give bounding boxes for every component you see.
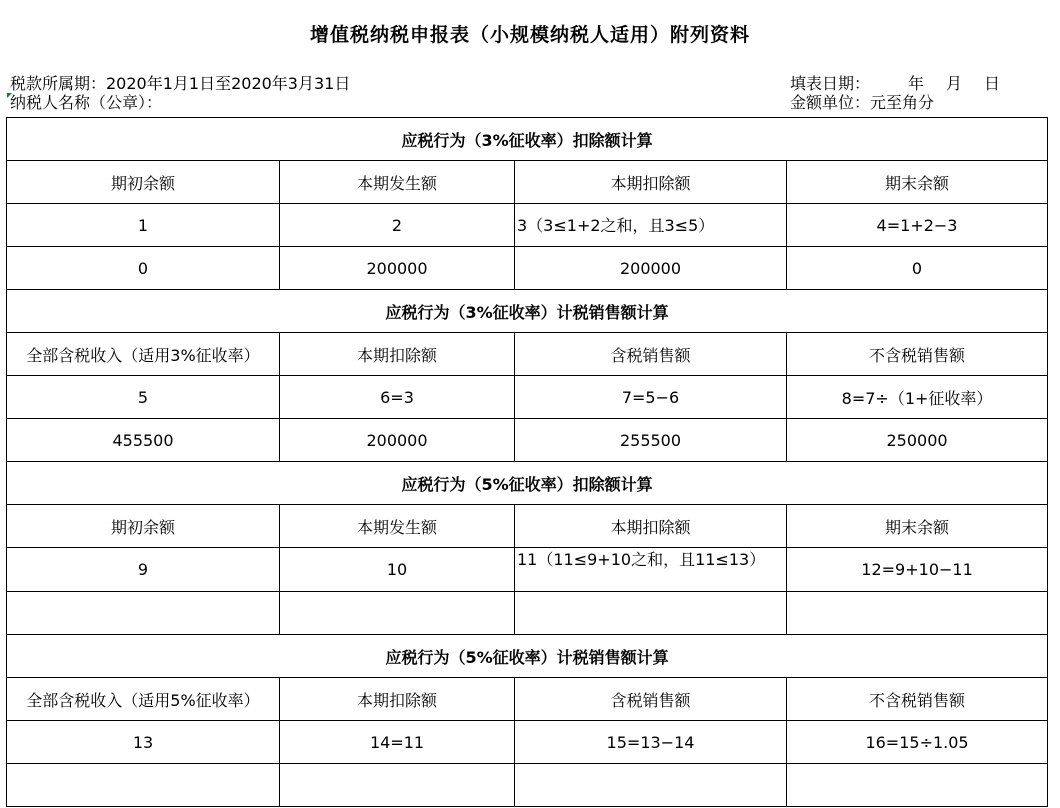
index-cell[interactable]: 8=7÷（1+征收率） [787,376,1048,419]
column-header: 期初余额 [7,161,280,204]
cell-comment-marker [7,93,12,98]
index-cell[interactable]: 11（11≤9+10之和，且11≤13） [515,548,787,592]
value-cell[interactable] [515,764,787,807]
value-cell[interactable] [280,592,515,635]
value-cell[interactable]: 200000 [280,419,515,462]
column-header: 期末余额 [787,161,1048,204]
column-header: 本期扣除额 [515,161,787,204]
fill-date-month: 月 [946,74,963,93]
fill-date-year: 年 [908,74,925,93]
column-header: 不含税销售额 [787,333,1048,376]
index-row [7,204,1048,247]
column-header: 本期发生额 [280,505,515,548]
fill-date-label: 填表日期： [790,74,871,93]
fill-date-line [790,74,1000,93]
value-cell[interactable]: 0 [787,247,1048,290]
value-cell[interactable]: 0 [7,247,280,290]
value-cell[interactable] [280,764,515,807]
column-header-row [7,505,1048,548]
index-cell[interactable]: 3（3≤1+2之和，且3≤5） [515,204,787,247]
deduction-table [6,117,1048,807]
index-cell[interactable]: 16=15÷1.05 [787,721,1048,764]
index-cell[interactable]: 9 [7,548,280,592]
value-cell[interactable]: 255500 [515,419,787,462]
index-cell[interactable]: 13 [7,721,280,764]
taxpayer-name-label: 纳税人名称（公章）： [10,93,163,112]
value-row [7,247,1048,290]
column-header: 本期扣除额 [280,678,515,721]
column-header: 本期扣除额 [515,505,787,548]
index-cell[interactable]: 6=3 [280,376,515,419]
index-cell[interactable]: 7=5−6 [515,376,787,419]
column-header: 本期扣除额 [280,333,515,376]
tax-period-label: 税款所属期：2020年1月1日至2020年3月31日 [10,74,351,93]
value-row [7,592,1048,635]
header-left [10,74,350,112]
column-header: 期初余额 [7,505,280,548]
value-row [7,419,1048,462]
index-row [7,376,1048,419]
value-cell[interactable] [515,592,787,635]
column-header-row [7,161,1048,204]
value-cell[interactable] [7,592,280,635]
column-header: 全部含税收入（适用5%征收率） [7,678,280,721]
value-cell[interactable]: 200000 [515,247,787,290]
form-title: 增值税纳税申报表（小规模纳税人适用）附列资料 [309,24,750,46]
value-cell[interactable] [787,764,1048,807]
index-row [7,548,1048,592]
amount-unit-label: 金额单位：元至角分 [790,93,935,112]
section-title: 应税行为（3%征收率）计税销售额计算 [7,290,1048,333]
section-header-row [7,118,1048,161]
column-header: 含税销售额 [515,678,787,721]
column-header: 期末余额 [787,505,1048,548]
index-cell[interactable]: 2 [280,204,515,247]
fill-date-day: 日 [984,74,1001,93]
index-cell[interactable]: 4=1+2−3 [787,204,1048,247]
value-cell[interactable]: 455500 [7,419,280,462]
column-header: 含税销售额 [515,333,787,376]
value-cell[interactable]: 200000 [280,247,515,290]
value-row [7,764,1048,807]
index-cell[interactable]: 5 [7,376,280,419]
value-cell[interactable] [787,592,1048,635]
column-header: 全部含税收入（适用3%征收率） [7,333,280,376]
value-cell[interactable]: 250000 [787,419,1048,462]
header-right [790,74,1000,112]
index-cell[interactable]: 12=9+10−11 [787,548,1048,592]
section-title: 应税行为（3%征收率）扣除额计算 [7,118,1048,161]
section-header-row [7,290,1048,333]
index-cell[interactable]: 10 [280,548,515,592]
column-header: 不含税销售额 [787,678,1048,721]
index-cell[interactable]: 14=11 [280,721,515,764]
section-header-row [7,462,1048,505]
section-title: 应税行为（5%征收率）扣除额计算 [7,462,1048,505]
section-title: 应税行为（5%征收率）计税销售额计算 [7,635,1048,678]
column-header: 本期发生额 [280,161,515,204]
column-header-row [7,678,1048,721]
column-header-row [7,333,1048,376]
value-cell[interactable] [7,764,280,807]
index-row [7,721,1048,764]
index-cell[interactable]: 15=13−14 [515,721,787,764]
section-header-row [7,635,1048,678]
index-cell[interactable]: 1 [7,204,280,247]
